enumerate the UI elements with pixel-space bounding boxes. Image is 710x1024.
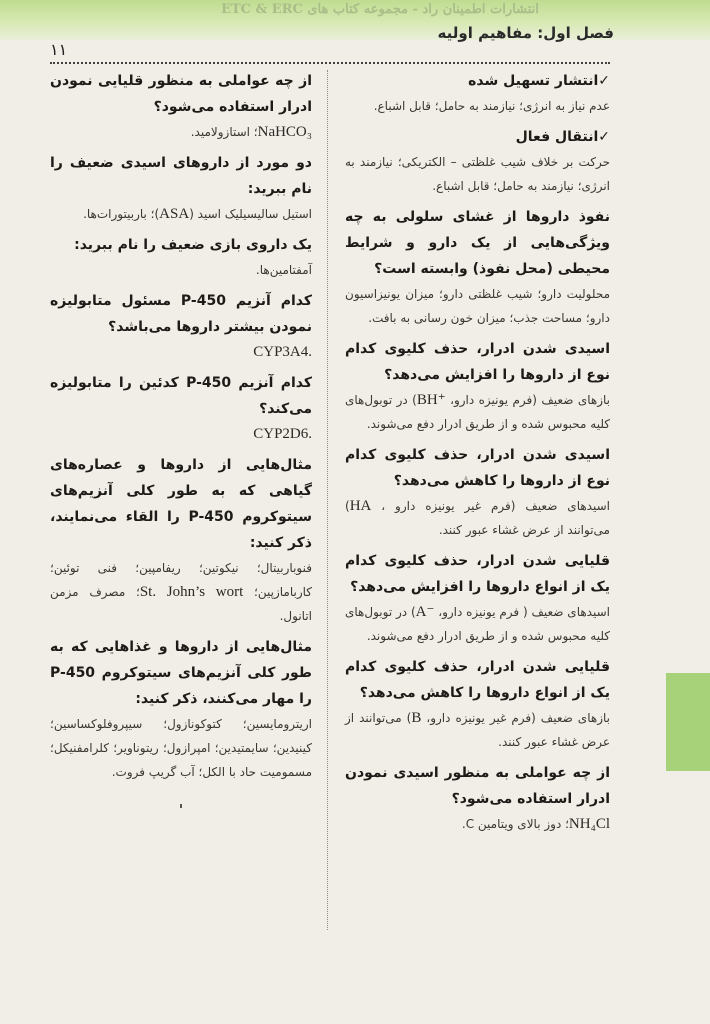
qa-item	[50, 288, 312, 364]
answer	[50, 340, 312, 364]
qa-item	[345, 204, 610, 330]
question: از چه عواملی به منظور اسیدی نمودن ادرار استفاده می‌شود؟	[345, 765, 610, 807]
qa-item	[345, 442, 610, 542]
qa-item	[50, 370, 312, 446]
qa-item	[345, 336, 610, 436]
column-divider	[327, 70, 328, 930]
answer	[345, 388, 610, 436]
answer-text: ) می‌توانند از عرض غشاء عبور کنند.	[345, 711, 610, 749]
chemical-formula: A⁻	[415, 604, 435, 620]
question: ✓انتشار تسهیل شده	[468, 73, 610, 89]
answer	[345, 494, 610, 542]
header-dotted-rule	[50, 62, 610, 64]
ink-mark	[180, 804, 182, 808]
answer	[345, 706, 610, 754]
chemical-formula: HA	[349, 498, 372, 514]
series-title-faded: انتشارات اطمینان راد - مجموعه کتاب های ETC & ERC	[221, 2, 539, 17]
answer	[345, 812, 610, 836]
qa-item	[345, 760, 610, 836]
answer	[50, 422, 312, 446]
chemical-formula: B	[411, 710, 422, 726]
question: از چه عواملی به منظور قلیایی نمودن ادرار استفاده می‌شود؟	[50, 73, 312, 115]
chemical-formula: NaHCO₃	[257, 124, 312, 140]
qa-item	[50, 68, 312, 144]
answer-text: ؛ مصرف مزمن اتانول.	[50, 585, 312, 623]
qa-item	[345, 654, 610, 754]
question: اسیدی شدن ادرار، حذف کلیوی کدام نوع از داروها را افزایش می‌دهد؟	[345, 341, 610, 383]
question: دو مورد از داروهای اسیدی ضعیف را نام ببرید:	[50, 155, 312, 197]
chapter-side-tab	[666, 673, 710, 771]
question: کدام آنزیم P-450 کدئین را متابولیزه می‌کند؟	[50, 375, 312, 417]
answer-text: بازهای ضعیف (فرم یونیزه دارو،	[445, 393, 611, 407]
answer: اریترومایسین؛ کتوکونازول؛ سیپروفلوکساسین؛ کینیدین؛ سایمتیدین؛ امپرازول؛ ریتوناویر؛ کلرامفنیکل؛ مسمومیت حاد با الکل؛ آب گریپ فروت.	[50, 717, 312, 779]
page-number: ۱۱	[50, 42, 68, 59]
question: یک داروی بازی ضعیف را نام ببرید:	[74, 237, 312, 253]
qa-item	[50, 634, 312, 784]
answer: آمفتامین‌ها.	[255, 263, 312, 277]
answer-text: ) در توبول‌های کلیه محبوس شده و از طریق ادرار دفع می‌شوند.	[345, 393, 610, 431]
answer: حرکت بر خلاف شیب غلظتی – الکتریکی؛ نیازمند به انرژی؛ نیازمند به حامل؛ قابل اشباع.	[345, 155, 610, 193]
answer-text: )؛ باربیتورات‌ها.	[83, 207, 160, 221]
question: مثال‌هایی از داروها و عصاره‌های گیاهی که به طور کلی آنزیم‌های سیتوکروم P-450 را القاء می‌نمایند، ذکر کنید:	[50, 457, 312, 551]
question: مثال‌هایی از داروها و غذاهایی که به طور کلی آنزیم‌های سیتوکروم P-450 را مهار می‌کنند، ذکر کنید:	[50, 639, 312, 707]
question: ✓انتقال فعال	[515, 129, 610, 145]
herbal-name: St. John’s wort	[139, 584, 244, 600]
answer	[50, 202, 312, 226]
answer-text: ؛ استازولامید.	[190, 125, 258, 139]
answer-text: بازهای ضعیف (فرم غیر یونیزه دارو،	[421, 711, 610, 725]
answer-text: ) در توبول‌های کلیه محبوس شده و از طریق ادرار دفع می‌شوند.	[345, 605, 610, 643]
question: کدام آنزیم P-450 مسئول متابولیزه نمودن بیشتر داروها می‌باشد؟	[50, 293, 312, 335]
answer-text: اسیدهای ضعیف (فرم غیر یونیزه دارو ،	[371, 499, 610, 513]
answer-text: استیل سالیسیلیک اسید (	[189, 207, 312, 221]
chemical-formula: BH⁺	[416, 392, 446, 408]
answer-text: ) می‌توانند از عرض غشاء عبور کنند.	[345, 499, 610, 537]
right-column	[345, 68, 610, 842]
answer: عدم نیاز به انرژی؛ نیازمند به حامل؛ قابل اشباع.	[373, 99, 610, 113]
left-column	[50, 68, 312, 790]
answer-text: ؛ دوز بالای ویتامین C.	[461, 817, 569, 831]
answer: محلولیت دارو؛ شیب غلظتی دارو؛ میزان یونیزاسیون دارو؛ مساحت جذب؛ میزان خون رسانی به بافت.	[345, 287, 610, 325]
qa-item	[50, 452, 312, 628]
question: قلیایی شدن ادرار، حذف کلیوی کدام یک از انواع داروها را کاهش می‌دهد؟	[345, 659, 610, 701]
question: نفوذ داروها از غشای سلولی به چه ویژگی‌هایی از یک دارو و شرایط محیطی (محل نفوذ) وابسته است؟	[345, 209, 610, 277]
question: اسیدی شدن ادرار، حذف کلیوی کدام نوع از داروها را کاهش می‌دهد؟	[345, 447, 610, 489]
qa-item	[345, 548, 610, 648]
chapter-title: فصل اول: مفاهیم اولیه	[437, 24, 614, 42]
qa-item	[345, 124, 610, 198]
answer-text: اسیدهای ضعیف ( فرم یونیزه دارو،	[434, 605, 610, 619]
question: قلیایی شدن ادرار، حذف کلیوی کدام یک از انواع داروها را افزایش می‌دهد؟	[345, 553, 610, 595]
answer	[345, 600, 610, 648]
qa-item	[50, 150, 312, 226]
chemical-formula: NH₄Cl	[568, 816, 610, 832]
drug-abbreviation: ASA	[159, 206, 190, 222]
answer	[50, 120, 312, 144]
qa-item	[345, 68, 610, 118]
enzyme-name: CYP3A4.	[253, 344, 312, 360]
enzyme-name: CYP2D6.	[253, 426, 312, 442]
answer-text: فنوباربیتال؛ نیکوتین؛ ریفامپین؛ فنی توئین؛ کاربامازپین؛	[50, 561, 312, 599]
answer	[50, 556, 312, 628]
qa-item	[50, 232, 312, 282]
